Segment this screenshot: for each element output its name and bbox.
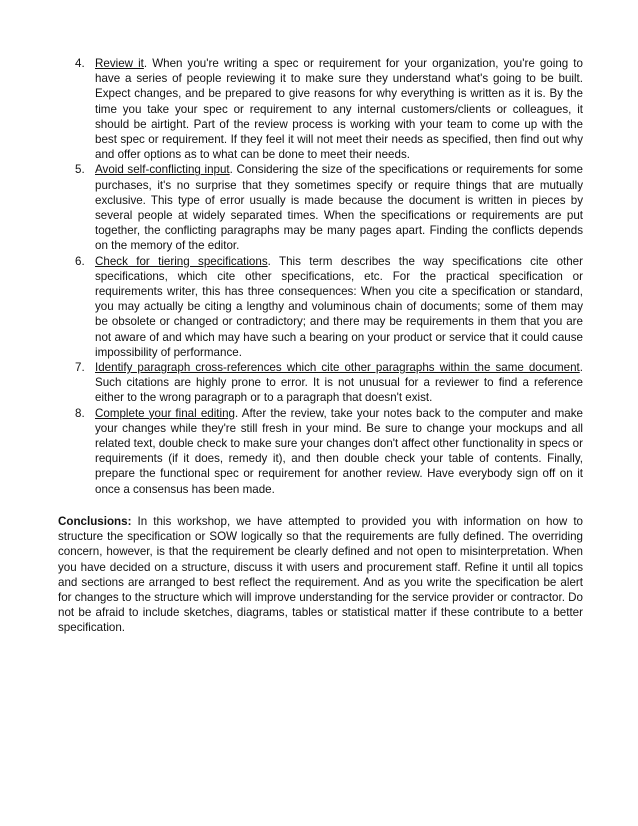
item-text: . Considering the size of the specifications or requirements for some purchases, it's no surprise that they sometimes specify or require things that are mutually exclusive. This type of error usually is made because the document is written in pieces by several people at widely separated times. When the specifications or requirements are put together, the conflicting paragraphs may be many pages apart. Finding the conflicts depends on the memory of the editor. — [95, 163, 583, 253]
list-item — [75, 360, 583, 406]
item-text: . This term describes the way specifications cite other specifications, which cite other specifications, etc. For the practical specification or requirements writer, this has three consequences: When you cite a specification or standard, you may actually be citing a lengthy and voluminous chain of documents; some of them may be obsolete or changed or contradictory; and there may be requirements in them that you are not aware of and which may have such a bearing on your product or service that it could cause impossibility of performance. — [95, 254, 583, 359]
item-text: . When you're writing a spec or requirement for your organization, you're going to have a series of people reviewing it to make sure they understand what's going to be built. Expect changes, and be prepared to give reasons for why everything is written as it is. By the time you take your spec or requirement to any internal customers/clients or colleagues, it should be airtight. Part of the review process is working with your team to come up with the best spec or requirement. If they feel it will not meet their needs as specified, then find out why and offer options as to what can be done to meet their needs. — [95, 57, 583, 162]
item-number: 8. — [75, 406, 85, 420]
item-text: . After the review, take your notes back to the computer and make your changes while they're still fresh in your mind. Be sure to change your mockups and all related text, double check to make sure your changes don't affect other functionality in specs or requirements (if it does, remedy it), and then double check your table of contents. Finally, prepare the functional spec or requirement for another review. Have everybody sign off on it once a consensus has been made. — [95, 406, 583, 496]
item-title: Complete your final editing — [95, 406, 236, 420]
item-number: 6. — [75, 254, 85, 268]
item-text: . Such citations are highly prone to error. It is not unusual for a reviewer to find a reference either to the wrong paragraph or to a paragraph that doesn't exist. — [95, 361, 583, 405]
list-item — [75, 56, 583, 162]
conclusions-label: Conclusions: — [58, 515, 132, 528]
item-title: Review it — [95, 57, 144, 70]
conclusions-paragraph — [58, 514, 583, 636]
numbered-list — [75, 56, 583, 497]
item-number: 7. — [75, 361, 85, 375]
conclusions-text: In this workshop, we have attempted to provided you with information on how to structure the specification or SOW logically so that the requirements are fully defined. The overriding concern, however, is that the requirement be clearly defined and not open to misinterpretation. When you have decided on a structure, discuss it with users and procurement staff. Refine it until all topics and sections are arranged to best reflect the requirement. And as you write the specification be alert for changes to the structure which will improve understanding for the service provider or contractor. Do not be afraid to include sketches, diagrams, tables or statistical matter if these contribute to a better specification. — [58, 515, 583, 635]
item-number: 4. — [75, 57, 85, 70]
list-item — [75, 162, 583, 253]
item-title: Avoid self-conflicting input — [95, 163, 230, 177]
item-title: Identify paragraph cross-references which cite other paragraphs within the same document — [95, 361, 580, 375]
item-number: 5. — [75, 163, 85, 177]
item-title: Check for tiering specifications — [95, 254, 268, 268]
list-item — [75, 406, 583, 497]
list-item — [75, 254, 583, 360]
